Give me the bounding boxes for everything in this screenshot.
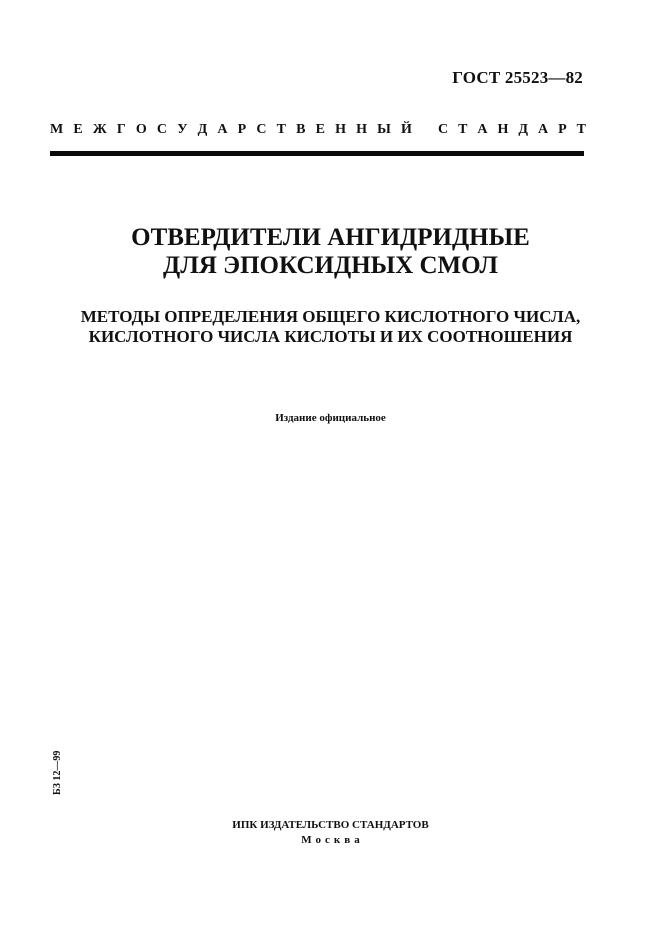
- category-interstate-letter: С: [156, 122, 168, 137]
- publisher-name: ИПК ИЗДАТЕЛЬСТВО СТАНДАРТОВ: [232, 819, 429, 831]
- category-interstate-letter: Р: [237, 122, 247, 137]
- category-interstate-letter: Н: [335, 122, 346, 137]
- category-standard-letter: Д: [518, 122, 528, 137]
- publisher-city: Москва: [301, 834, 364, 846]
- header-rule: [50, 151, 584, 156]
- category-standard-letter: Р: [558, 122, 567, 137]
- side-catalog-code: БЗ 12—99: [52, 750, 63, 795]
- category-interstate-letter: Е: [315, 122, 325, 137]
- category-interstate-letter: Г: [116, 122, 126, 137]
- category-interstate-letter: Ж: [92, 122, 107, 137]
- category-interstate-letter: Д: [197, 122, 208, 137]
- category-word-interstate: [50, 122, 412, 138]
- category-standard-letter: А: [477, 122, 488, 137]
- category-interstate-letter: В: [296, 122, 306, 137]
- category-interstate-letter: М: [50, 122, 64, 137]
- subtitle-line-2: КИСЛОТНОГО ЧИСЛА КИСЛОТЫ И ИХ СООТНОШЕНИЯ: [88, 327, 573, 346]
- document-subtitle: [0, 307, 661, 347]
- category-standard-letter: Н: [497, 122, 509, 137]
- document-title: [0, 224, 661, 280]
- standard-category-heading: [50, 122, 586, 138]
- title-line-1: ОТВЕРДИТЕЛИ АНГИДРИДНЫЕ: [131, 224, 530, 251]
- category-word-standard: [438, 122, 586, 138]
- title-line-2: ДЛЯ ЭПОКСИДНЫХ СМОЛ: [163, 252, 498, 279]
- category-interstate-letter: Е: [73, 122, 83, 137]
- category-interstate-letter: С: [256, 122, 267, 137]
- category-interstate-letter: О: [135, 122, 147, 137]
- edition-label: Издание официальное: [275, 412, 386, 424]
- category-standard-letter: С: [438, 122, 449, 137]
- category-interstate-letter: Н: [356, 122, 367, 137]
- category-standard-letter: А: [537, 122, 549, 137]
- category-standard-letter: Т: [576, 122, 586, 137]
- category-interstate-letter: А: [217, 122, 228, 137]
- subtitle-line-1: МЕТОДЫ ОПРЕДЕЛЕНИЯ ОБЩЕГО КИСЛОТНОГО ЧИСЛА,: [80, 307, 581, 326]
- category-standard-letter: Т: [458, 122, 468, 137]
- standard-number: ГОСТ 25523—82: [452, 68, 583, 87]
- category-interstate-letter: У: [177, 122, 188, 137]
- category-interstate-letter: Ы: [377, 122, 391, 137]
- publisher-block: [0, 818, 661, 848]
- category-interstate-letter: Й: [401, 122, 412, 137]
- category-interstate-letter: Т: [276, 122, 286, 137]
